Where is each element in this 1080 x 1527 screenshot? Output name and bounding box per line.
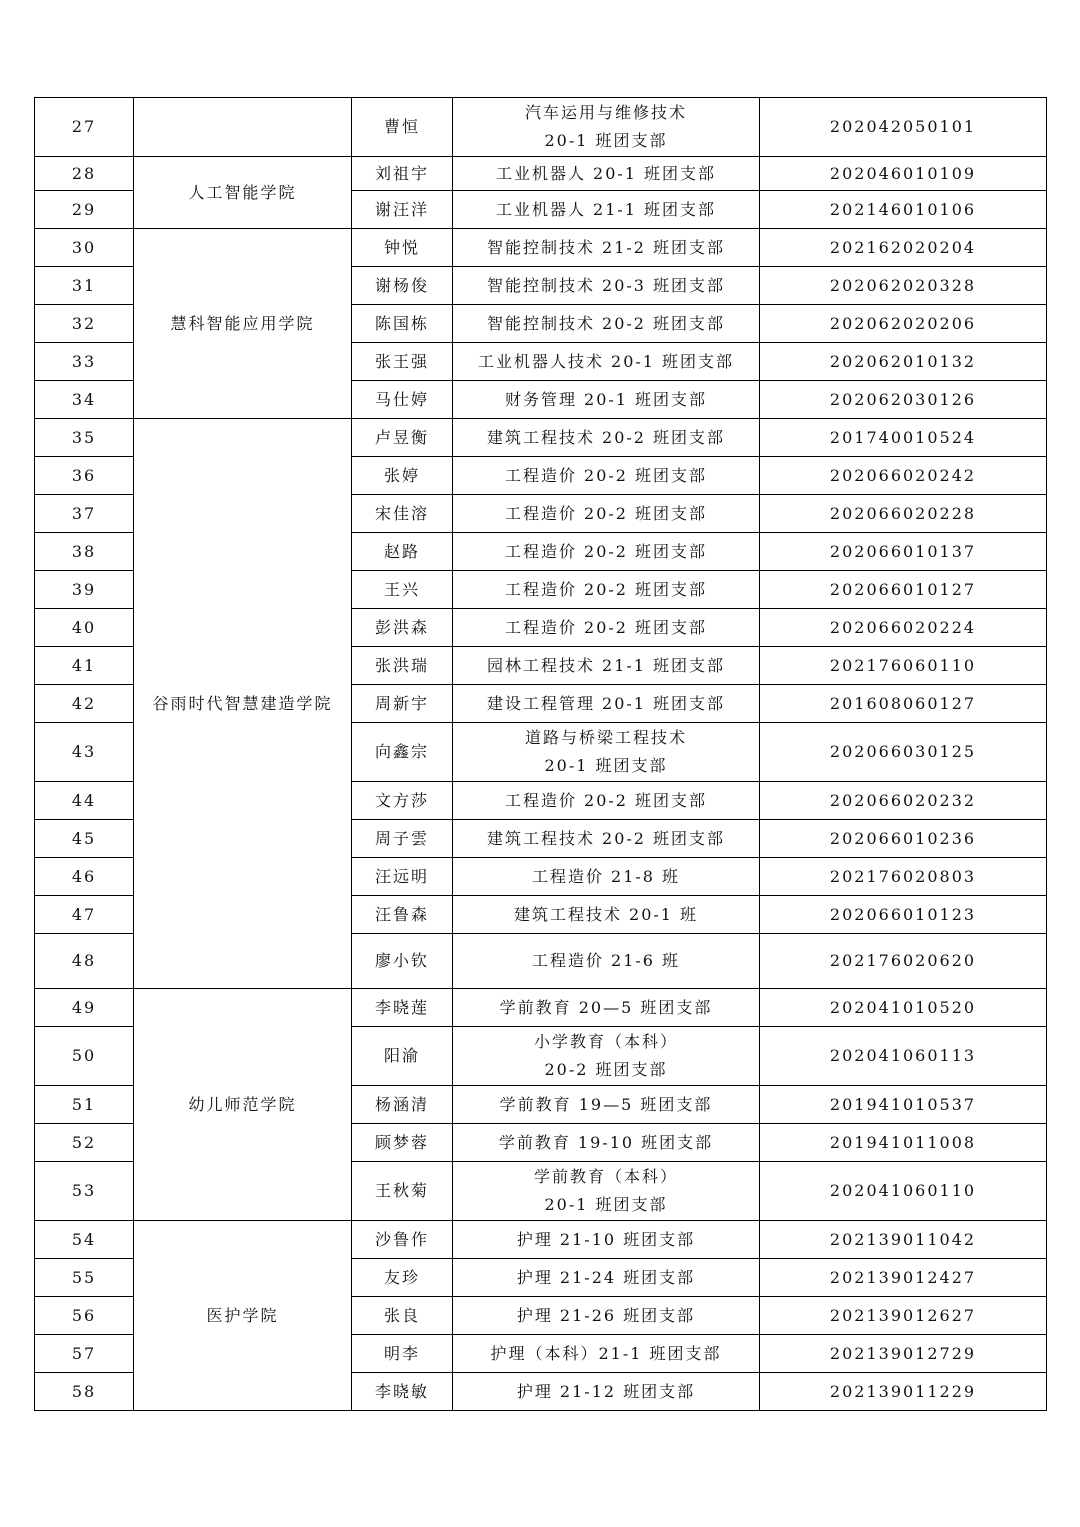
student-id: 202041060110 <box>760 1162 1047 1221</box>
branch-line: 护理 21-10 班团支部 <box>516 1229 696 1249</box>
row-number: 52 <box>35 1124 134 1162</box>
student-name: 张婷 <box>352 457 453 495</box>
student-name: 卢昱衡 <box>352 419 453 457</box>
student-name: 马仕婷 <box>352 381 453 419</box>
row-number: 36 <box>35 457 134 495</box>
student-name: 谢杨俊 <box>352 267 453 305</box>
student-id: 202066010127 <box>760 571 1047 609</box>
branch-cell <box>453 820 760 858</box>
student-name: 周子雲 <box>352 820 453 858</box>
student-id: 202162020204 <box>760 229 1047 267</box>
row-number: 28 <box>35 157 134 191</box>
student-name: 赵路 <box>352 533 453 571</box>
branch-line: 工业机器人 21-1 班团支部 <box>495 199 717 219</box>
student-id: 202062010132 <box>760 343 1047 381</box>
table-row <box>35 989 1047 1027</box>
student-id: 202176060110 <box>760 647 1047 685</box>
branch-line: 20-1 班团支部 <box>544 756 668 775</box>
branch-cell <box>453 381 760 419</box>
branch-cell <box>453 723 760 782</box>
table-row <box>35 229 1047 267</box>
student-name: 顾梦蓉 <box>352 1124 453 1162</box>
student-id: 202062030126 <box>760 381 1047 419</box>
row-number: 30 <box>35 229 134 267</box>
branch-cell <box>453 419 760 457</box>
row-number: 51 <box>35 1086 134 1124</box>
branch-line: 工程造价 21-8 班 <box>531 866 681 886</box>
branch-cell <box>453 495 760 533</box>
roster-table <box>34 97 1047 1411</box>
branch-cell <box>453 989 760 1027</box>
row-number: 53 <box>35 1162 134 1221</box>
branch-line: 小学教育（本科） <box>533 1032 678 1051</box>
branch-cell <box>453 1335 760 1373</box>
branch-line: 工程造价 20-2 班团支部 <box>504 579 708 599</box>
student-name: 王兴 <box>352 571 453 609</box>
branch-line: 工程造价 20-2 班团支部 <box>504 617 708 637</box>
branch-cell <box>453 647 760 685</box>
student-name: 向鑫宗 <box>352 723 453 782</box>
branch-line: 学前教育 20—5 班团支部 <box>499 997 713 1017</box>
row-number: 42 <box>35 685 134 723</box>
row-number: 57 <box>35 1335 134 1373</box>
college-cell: 幼儿师范学院 <box>134 989 352 1221</box>
college-cell <box>134 98 352 157</box>
branch-cell <box>453 98 760 157</box>
student-name: 明李 <box>352 1335 453 1373</box>
table-row <box>35 98 1047 157</box>
branch-cell <box>453 934 760 989</box>
branch-cell <box>453 571 760 609</box>
branch-line: 建设工程管理 20-1 班团支部 <box>486 693 726 713</box>
branch-cell <box>453 858 760 896</box>
row-number: 45 <box>35 820 134 858</box>
branch-cell <box>453 1027 760 1086</box>
student-id: 202066020242 <box>760 457 1047 495</box>
table-row <box>35 157 1047 191</box>
branch-cell <box>453 457 760 495</box>
branch-line: 智能控制技术 20-2 班团支部 <box>486 313 726 333</box>
student-id: 202062020328 <box>760 267 1047 305</box>
branch-cell <box>453 157 760 191</box>
branch-line: 20-1 班团支部 <box>544 131 668 150</box>
college-cell: 谷雨时代智慧建造学院 <box>134 419 352 989</box>
branch-line: 20-1 班团支部 <box>544 1195 668 1214</box>
branch-line: 工业机器人 20-1 班团支部 <box>495 163 717 183</box>
student-id: 202041060113 <box>760 1027 1047 1086</box>
student-name: 阳渝 <box>352 1027 453 1086</box>
branch-line: 学前教育 19-10 班团支部 <box>498 1132 714 1152</box>
row-number: 33 <box>35 343 134 381</box>
row-number: 29 <box>35 191 134 229</box>
row-number: 32 <box>35 305 134 343</box>
branch-cell <box>453 1221 760 1259</box>
branch-line: 学前教育（本科） <box>533 1167 678 1186</box>
student-id: 201941010537 <box>760 1086 1047 1124</box>
student-id: 202139012427 <box>760 1259 1047 1297</box>
branch-cell <box>453 343 760 381</box>
branch-line: 护理（本科）21-1 班团支部 <box>490 1343 722 1363</box>
college-cell: 慧科智能应用学院 <box>134 229 352 419</box>
student-id: 202066010137 <box>760 533 1047 571</box>
student-id: 202139011042 <box>760 1221 1047 1259</box>
branch-cell <box>453 609 760 647</box>
college-cell: 人工智能学院 <box>134 157 352 229</box>
student-name: 李晓敏 <box>352 1373 453 1411</box>
college-cell: 医护学院 <box>134 1221 352 1411</box>
branch-cell <box>453 1086 760 1124</box>
branch-cell <box>453 1124 760 1162</box>
student-name: 张良 <box>352 1297 453 1335</box>
table-row <box>35 1221 1047 1259</box>
row-number: 39 <box>35 571 134 609</box>
branch-line: 工程造价 21-6 班 <box>531 951 681 970</box>
row-number: 43 <box>35 723 134 782</box>
branch-line: 工程造价 20-2 班团支部 <box>504 503 708 523</box>
student-id: 202066030125 <box>760 723 1047 782</box>
student-id: 202139012729 <box>760 1335 1047 1373</box>
row-number: 37 <box>35 495 134 533</box>
student-id: 202146010106 <box>760 191 1047 229</box>
branch-line: 20-2 班团支部 <box>544 1060 668 1079</box>
student-id: 202066020228 <box>760 495 1047 533</box>
branch-cell <box>453 1259 760 1297</box>
branch-line: 护理 21-12 班团支部 <box>516 1381 696 1401</box>
student-name: 汪鲁森 <box>352 896 453 934</box>
row-number: 47 <box>35 896 134 934</box>
row-number: 48 <box>35 934 134 989</box>
student-name: 彭洪森 <box>352 609 453 647</box>
student-id: 201608060127 <box>760 685 1047 723</box>
student-id: 201740010524 <box>760 419 1047 457</box>
student-id: 202066010236 <box>760 820 1047 858</box>
student-name: 李晓莲 <box>352 989 453 1027</box>
student-name: 曹恒 <box>352 98 453 157</box>
branch-line: 工业机器人技术 20-1 班团支部 <box>477 351 735 371</box>
branch-line: 智能控制技术 20-3 班团支部 <box>486 275 726 295</box>
branch-line: 工程造价 20-2 班团支部 <box>504 541 708 561</box>
row-number: 56 <box>35 1297 134 1335</box>
row-number: 41 <box>35 647 134 685</box>
student-id: 202066020224 <box>760 609 1047 647</box>
student-id: 202042050101 <box>760 98 1047 157</box>
row-number: 44 <box>35 782 134 820</box>
branch-cell <box>453 533 760 571</box>
student-id: 201941011008 <box>760 1124 1047 1162</box>
student-id: 202176020803 <box>760 858 1047 896</box>
student-name: 周新宇 <box>352 685 453 723</box>
branch-line: 护理 21-26 班团支部 <box>516 1305 696 1325</box>
branch-line: 工程造价 20-2 班团支部 <box>504 790 708 810</box>
row-number: 38 <box>35 533 134 571</box>
student-name: 张洪瑞 <box>352 647 453 685</box>
row-number: 49 <box>35 989 134 1027</box>
row-number: 34 <box>35 381 134 419</box>
branch-cell <box>453 685 760 723</box>
student-name: 陈国栋 <box>352 305 453 343</box>
branch-line: 智能控制技术 21-2 班团支部 <box>486 237 726 257</box>
row-number: 50 <box>35 1027 134 1086</box>
branch-line: 园林工程技术 21-1 班团支部 <box>486 655 726 675</box>
branch-line: 建筑工程技术 20-2 班团支部 <box>486 828 726 848</box>
student-id: 202066020232 <box>760 782 1047 820</box>
student-name: 谢汪洋 <box>352 191 453 229</box>
student-id: 202041010520 <box>760 989 1047 1027</box>
student-name: 刘祖宇 <box>352 157 453 191</box>
student-id: 202139011229 <box>760 1373 1047 1411</box>
student-name: 钟悦 <box>352 229 453 267</box>
student-name: 杨涵清 <box>352 1086 453 1124</box>
student-name: 文方莎 <box>352 782 453 820</box>
roster-body <box>35 98 1047 1411</box>
branch-cell <box>453 305 760 343</box>
table-row <box>35 419 1047 457</box>
student-name: 友珍 <box>352 1259 453 1297</box>
student-name: 张王强 <box>352 343 453 381</box>
branch-cell <box>453 782 760 820</box>
branch-cell <box>453 1162 760 1221</box>
student-name: 沙鲁作 <box>352 1221 453 1259</box>
branch-cell <box>453 896 760 934</box>
student-name: 王秋菊 <box>352 1162 453 1221</box>
branch-line: 建筑工程技术 20-2 班团支部 <box>486 427 726 447</box>
student-name: 汪远明 <box>352 858 453 896</box>
row-number: 31 <box>35 267 134 305</box>
row-number: 35 <box>35 419 134 457</box>
branch-line: 财务管理 20-1 班团支部 <box>504 389 708 409</box>
student-id: 202176020620 <box>760 934 1047 989</box>
branch-cell <box>453 267 760 305</box>
branch-line: 汽车运用与维修技术 <box>524 103 687 122</box>
row-number: 55 <box>35 1259 134 1297</box>
student-id: 202062020206 <box>760 305 1047 343</box>
row-number: 46 <box>35 858 134 896</box>
branch-cell <box>453 191 760 229</box>
row-number: 27 <box>35 98 134 157</box>
branch-line: 工程造价 20-2 班团支部 <box>504 465 708 485</box>
student-id: 202066010123 <box>760 896 1047 934</box>
student-name: 宋佳溶 <box>352 495 453 533</box>
branch-cell <box>453 1373 760 1411</box>
student-id: 202139012627 <box>760 1297 1047 1335</box>
branch-line: 学前教育 19—5 班团支部 <box>499 1094 713 1114</box>
branch-cell <box>453 1297 760 1335</box>
student-id: 202046010109 <box>760 157 1047 191</box>
row-number: 54 <box>35 1221 134 1259</box>
branch-line: 道路与桥梁工程技术 <box>524 728 687 747</box>
branch-line: 建筑工程技术 20-1 班 <box>513 904 699 924</box>
row-number: 40 <box>35 609 134 647</box>
row-number: 58 <box>35 1373 134 1411</box>
branch-cell <box>453 229 760 267</box>
branch-line: 护理 21-24 班团支部 <box>516 1267 696 1287</box>
student-name: 廖小钦 <box>352 934 453 989</box>
